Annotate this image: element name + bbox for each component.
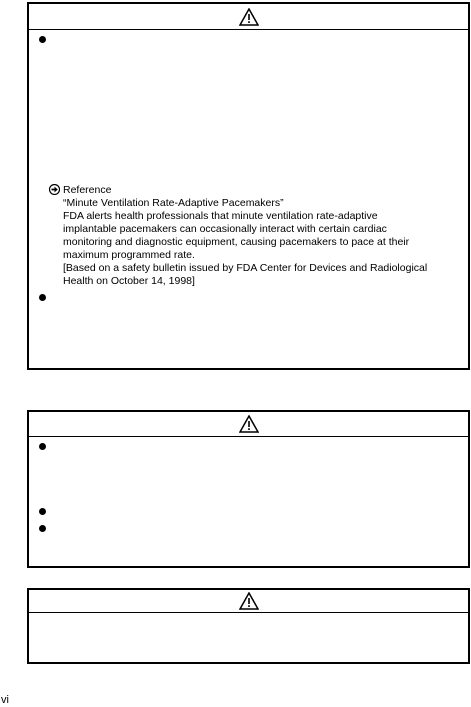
bullet-icon	[39, 36, 46, 43]
reference-line: monitoring and diagnostic equipment, causing pacemakers to pace at their	[63, 236, 410, 248]
warning-box-3	[27, 588, 470, 664]
bullet-icon	[39, 525, 46, 532]
warning-box-1-header	[29, 4, 468, 30]
warning-triangle-icon	[239, 8, 259, 26]
reference-line: maximum programmed rate.	[63, 249, 195, 261]
bullet-icon	[39, 508, 46, 515]
reference-line: [Based on a safety bulletin issued by FDA Center for Devices and Radiological	[63, 262, 428, 274]
reference-line: implantable pacemakers can occasionally interact with certain cardiac	[63, 223, 387, 235]
bullet-icon	[39, 294, 46, 301]
warning-triangle-icon	[239, 415, 259, 433]
bullet-icon	[39, 443, 46, 450]
reference-title: “Minute Ventilation Rate-Adaptive Pacemakers”	[63, 197, 284, 209]
warning-box-2-header	[29, 412, 468, 437]
arrow-right-circle-icon	[49, 184, 60, 195]
reference-line: FDA alerts health professionals that minute ventilation rate-adaptive	[63, 210, 378, 222]
warning-box-2	[27, 410, 470, 568]
reference-heading: Reference	[63, 184, 112, 196]
warning-box-1	[27, 2, 470, 370]
warning-triangle-icon	[239, 592, 259, 610]
warning-box-3-header	[29, 590, 468, 613]
reference-line: Health on October 14, 1998]	[63, 275, 195, 287]
page-number: vi	[1, 694, 9, 706]
